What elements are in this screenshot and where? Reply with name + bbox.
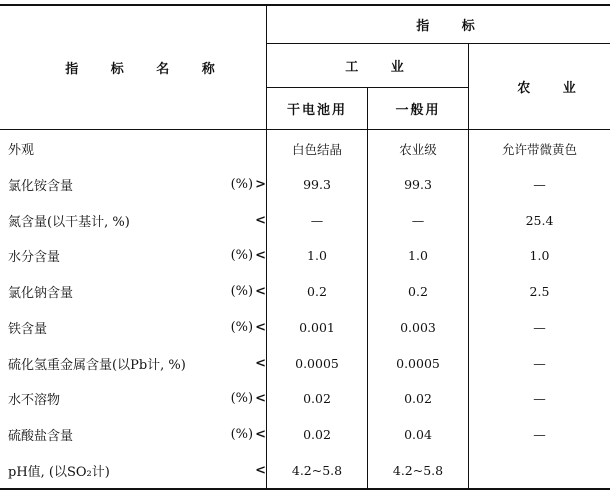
row-unit: (%): [230, 391, 254, 407]
industry-header: 工 业: [345, 60, 418, 75]
row-comparison-symbol: <: [255, 426, 266, 442]
row-comparison-symbol: <: [255, 462, 266, 478]
header-bottom-rule: [0, 129, 610, 130]
row-condition: [180, 202, 276, 238]
row-dry-battery-value: 4.2~5.8: [291, 462, 343, 478]
row-comparison-symbol: <: [255, 212, 266, 228]
row-name: 氯化钠含量: [8, 286, 74, 302]
row-name: 外观: [8, 143, 35, 159]
row-name: 铁含量: [8, 321, 48, 337]
row-agriculture-value: —: [533, 177, 546, 193]
row-agriculture-value: 允许带微黄色: [501, 141, 577, 157]
row-name: 氯化铵含量: [8, 179, 74, 195]
row-condition: [180, 381, 276, 417]
row-dry-battery-value: 0.0005: [295, 355, 339, 371]
row-agriculture-value: —: [533, 391, 546, 407]
row-general-value: 0.02: [404, 391, 432, 407]
row-name: 水分含量: [8, 250, 61, 266]
row-agriculture-value: 1.0: [529, 248, 550, 264]
row-unit: (%): [230, 284, 254, 300]
row-general-value: 1.0: [408, 248, 428, 264]
row-general-value: 0.2: [408, 284, 428, 300]
row-agriculture-value: —: [533, 426, 546, 442]
row-name: 硫化氢重金属含量(以Pb计, %): [8, 357, 186, 373]
general-header: 一般用: [395, 103, 441, 118]
row-condition: [180, 345, 276, 381]
row-unit: (%): [230, 319, 254, 335]
row-general-value: 4.2~5.8: [392, 462, 444, 478]
row-condition: [180, 131, 276, 167]
row-general-value: 0.04: [404, 426, 432, 442]
row-comparison-symbol: >: [255, 177, 266, 193]
row-condition: [180, 310, 276, 346]
row-dry-battery-value: 1.0: [307, 248, 327, 264]
row-comparison-symbol: <: [255, 248, 266, 264]
row-name: 硫酸盐含量: [8, 428, 74, 444]
row-agriculture-value: —: [533, 355, 546, 371]
row-condition: [180, 274, 276, 310]
row-comparison-symbol: <: [255, 391, 266, 407]
row-dry-battery-value: 0.02: [303, 391, 331, 407]
row-name: 水不溶物: [8, 393, 61, 409]
row-dry-battery-value: 99.3: [303, 177, 331, 193]
row-unit: (%): [230, 426, 254, 442]
agriculture-header: 农 业: [517, 81, 590, 96]
row-condition: [180, 452, 276, 488]
row-dry-battery-value: 白色结晶: [291, 141, 342, 157]
row-comparison-symbol: <: [255, 284, 266, 300]
row-comparison-symbol: <: [255, 319, 266, 335]
row-agriculture-value: [469, 452, 610, 488]
row-unit: (%): [230, 248, 254, 264]
row-dry-battery-value: 0.001: [299, 319, 335, 335]
row-agriculture-value: 2.5: [529, 284, 550, 300]
row-condition: [180, 238, 276, 274]
row-general-value: 0.0005: [396, 355, 440, 371]
indicator-name-header: 指 标 名 称: [65, 62, 229, 77]
row-comparison-symbol: <: [255, 355, 266, 371]
row-dry-battery-value: 0.02: [303, 426, 331, 442]
bottom-rule: [0, 488, 610, 490]
row-agriculture-value: 25.4: [525, 212, 554, 228]
row-condition: [180, 167, 276, 203]
row-general-value: 99.3: [404, 177, 432, 193]
dry-battery-header: 干电池用: [286, 103, 347, 118]
row-dry-battery-value: —: [310, 212, 324, 228]
row-dry-battery-value: 0.2: [307, 284, 327, 300]
indicators-header: 指 标: [416, 19, 489, 34]
row-general-value: 农业级: [399, 141, 437, 157]
row-general-value: 0.003: [400, 319, 436, 335]
row-condition: [180, 417, 276, 453]
row-agriculture-value: —: [533, 319, 546, 335]
row-general-value: —: [411, 212, 425, 228]
row-name: pH值, (以SO₂计): [8, 464, 110, 480]
row-name: 氮含量(以干基计, %): [8, 214, 130, 230]
row-unit: (%): [230, 177, 254, 193]
